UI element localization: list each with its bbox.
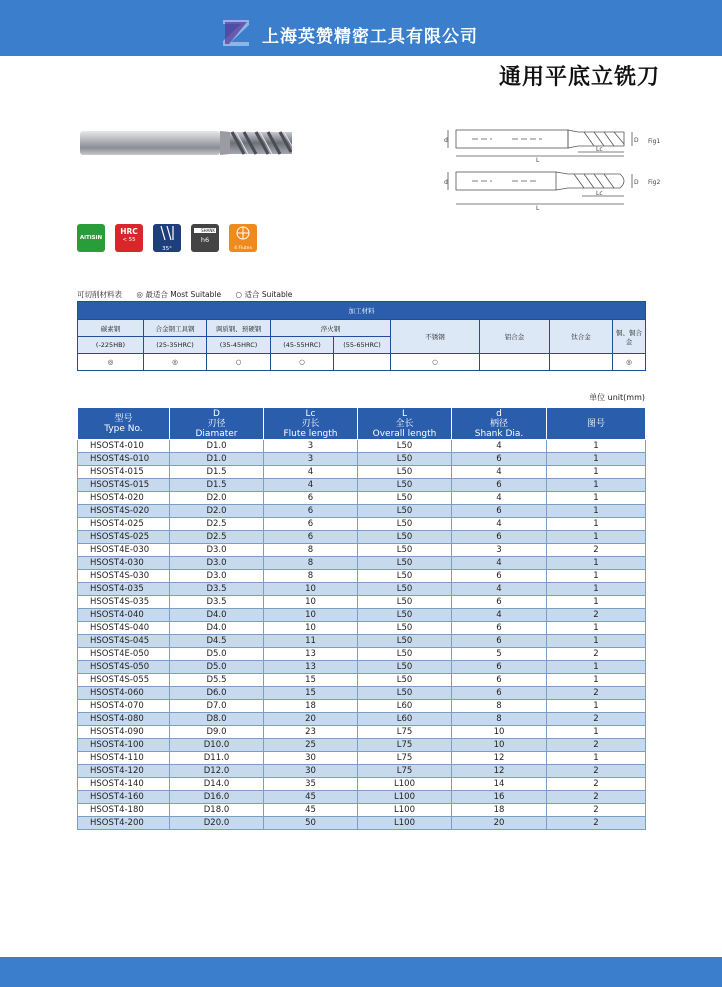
table-row	[78, 596, 646, 609]
table-row	[78, 726, 646, 739]
product-title: 通用平底立铣刀	[498, 65, 660, 90]
spec-cell: D14.0	[170, 778, 264, 791]
spec-header-cn: 刃径	[207, 418, 226, 429]
materials-table	[77, 301, 646, 371]
material-mark	[550, 354, 613, 371]
spec-cell: 1	[547, 622, 646, 635]
spec-cell: 1	[547, 518, 646, 531]
table-row	[78, 778, 646, 791]
spec-cell: D8.0	[170, 713, 264, 726]
spec-cell: 25	[264, 739, 358, 752]
material-range: (45-55HRC)	[271, 337, 334, 354]
spec-header-cn: 型号	[114, 413, 133, 424]
material-mark: ◎	[144, 354, 207, 371]
shank-tolerance: h6	[200, 236, 210, 244]
spec-cell: 4	[452, 466, 547, 479]
spec-cell: 1	[547, 531, 646, 544]
spec-cell: HSOST4E-050	[78, 648, 170, 661]
spec-cell: 1	[547, 505, 646, 518]
spec-cell: 2	[547, 765, 646, 778]
spec-cell: 1	[547, 752, 646, 765]
spec-cell: L100	[358, 817, 452, 830]
spec-cell: 1	[547, 726, 646, 739]
spec-cell: 6	[452, 505, 547, 518]
spec-header-cell	[452, 408, 547, 440]
spec-cell: HSOST4-090	[78, 726, 170, 739]
spec-header-cell	[264, 408, 358, 440]
material-mark: ○	[207, 354, 271, 371]
spec-cell: L50	[358, 505, 452, 518]
spec-cell: 13	[264, 661, 358, 674]
most-suitable-label: 最适合 Most Suitable	[145, 290, 222, 299]
end-mill-photo	[80, 128, 292, 158]
drawing-label-L2: L	[536, 205, 540, 210]
spec-cell: 45	[264, 791, 358, 804]
drawing-fig1: Fig1	[648, 138, 661, 145]
company-name: 上海英赞精密工具有限公司	[262, 27, 478, 47]
spec-cell: D6.0	[170, 687, 264, 700]
spec-cell: L75	[358, 726, 452, 739]
spec-cell: HSOST4-140	[78, 778, 170, 791]
materials-legend	[77, 289, 292, 300]
spec-cell: 2	[547, 791, 646, 804]
spec-cell: 12	[452, 752, 547, 765]
spec-cell: L50	[358, 687, 452, 700]
spec-cell: 3	[264, 440, 358, 453]
spec-cell: 6	[452, 661, 547, 674]
table-row	[78, 453, 646, 466]
table-row	[78, 609, 646, 622]
spec-cell: HSOST4S-040	[78, 622, 170, 635]
helix-angle-icon	[153, 224, 181, 252]
spec-cell: 18	[264, 700, 358, 713]
spec-cell: HSOST4-060	[78, 687, 170, 700]
material-name: 钛合金	[550, 320, 613, 354]
spec-cell: L50	[358, 635, 452, 648]
spec-cell: D20.0	[170, 817, 264, 830]
spec-cell: 6	[264, 492, 358, 505]
material-name: 合金钢工具钢	[144, 320, 207, 337]
spec-cell: 5	[452, 648, 547, 661]
spec-cell: 30	[264, 752, 358, 765]
spec-cell: 6	[452, 453, 547, 466]
spec-cell: HSOST4-010	[78, 440, 170, 453]
spec-cell: HSOST4-110	[78, 752, 170, 765]
spec-cell: 4	[452, 492, 547, 505]
spec-cell: 50	[264, 817, 358, 830]
table-row	[78, 505, 646, 518]
spec-cell: 10	[452, 726, 547, 739]
hardness-value: < 55	[122, 237, 136, 243]
spec-cell: 6	[452, 479, 547, 492]
spec-cell: HSOST4S-045	[78, 635, 170, 648]
flutes-label: 4 Flutes	[234, 246, 252, 251]
spec-cell: L100	[358, 804, 452, 817]
spec-cell: 13	[264, 648, 358, 661]
spec-cell: 1	[547, 479, 646, 492]
spec-cell: 1	[547, 635, 646, 648]
drawing-label-D2: D	[634, 179, 639, 186]
spec-cell: HSOST4-160	[78, 791, 170, 804]
spec-cell: L50	[358, 479, 452, 492]
spec-cell: L75	[358, 752, 452, 765]
table-row	[78, 739, 646, 752]
spec-cell: HSOST4S-035	[78, 596, 170, 609]
material-name: 碳素钢	[78, 320, 144, 337]
suitable-label: 适合 Suitable	[244, 290, 293, 299]
spec-cell: D1.5	[170, 466, 264, 479]
spec-cell: 10	[452, 739, 547, 752]
spec-cell: HSOST4-040	[78, 609, 170, 622]
spec-cell: L50	[358, 453, 452, 466]
spec-cell: D4.5	[170, 635, 264, 648]
table-row	[78, 518, 646, 531]
unit-label: 单位 unit(mm)	[589, 393, 645, 402]
spec-cell: L50	[358, 583, 452, 596]
spec-cell: 12	[452, 765, 547, 778]
spec-cell: D4.0	[170, 609, 264, 622]
spec-cell: HSOST4-030	[78, 557, 170, 570]
table-row	[78, 544, 646, 557]
spec-cell: L50	[358, 466, 452, 479]
spec-cell: D3.0	[170, 557, 264, 570]
spec-header-cell	[78, 408, 170, 440]
spec-cell: 3	[452, 544, 547, 557]
material-name: 铝合金	[480, 320, 550, 354]
spec-cell: HSOST4S-025	[78, 531, 170, 544]
spec-cell: 20	[452, 817, 547, 830]
spec-cell: HSOST4S-050	[78, 661, 170, 674]
spec-cell: 8	[452, 713, 547, 726]
spec-cell: HSOST4-080	[78, 713, 170, 726]
spec-cell: L75	[358, 765, 452, 778]
spec-cell: D5.0	[170, 648, 264, 661]
table-row	[78, 661, 646, 674]
table-row	[78, 752, 646, 765]
spec-header-sym: L	[401, 408, 407, 419]
spec-cell: HSOST4-120	[78, 765, 170, 778]
spec-cell: 2	[547, 687, 646, 700]
table-row	[78, 440, 646, 453]
drawing-label-d1: d	[444, 137, 448, 144]
spec-cell: 6	[452, 687, 547, 700]
spec-cell: D3.0	[170, 544, 264, 557]
spec-cell: 4	[452, 609, 547, 622]
spec-cell: 6	[264, 531, 358, 544]
drawing-fig2: Fig2	[648, 179, 661, 186]
spec-cell: 20	[264, 713, 358, 726]
spec-table	[77, 407, 646, 830]
hardness-label: HRC	[120, 227, 138, 236]
spec-cell: 10	[264, 609, 358, 622]
drawing-label-L1: L	[536, 157, 540, 164]
table-row	[78, 492, 646, 505]
spec-cell: 1	[547, 674, 646, 687]
spec-cell: 8	[264, 570, 358, 583]
spec-cell: 2	[547, 739, 646, 752]
quench-header: 淬火钢	[271, 320, 391, 337]
material-mark: ◎	[613, 354, 646, 371]
spec-cell: HSOST4-100	[78, 739, 170, 752]
spec-cell: 8	[452, 700, 547, 713]
spec-cell: D2.0	[170, 505, 264, 518]
coating-icon	[77, 224, 105, 252]
spec-cell: 23	[264, 726, 358, 739]
spec-cell: HSOST4S-020	[78, 505, 170, 518]
spec-cell: 4	[452, 518, 547, 531]
spec-cell: 4	[452, 557, 547, 570]
table-row	[78, 570, 646, 583]
helix-drawing	[153, 224, 181, 242]
spec-body	[78, 440, 646, 830]
coating-label: AlTiSiN	[79, 235, 103, 241]
spec-header-en: Diamater	[195, 428, 238, 439]
technical-drawing	[442, 124, 672, 210]
spec-cell: L50	[358, 557, 452, 570]
spec-cell: 10	[264, 583, 358, 596]
spec-cell: 35	[264, 778, 358, 791]
spec-cell: 2	[547, 544, 646, 557]
spec-cell: D18.0	[170, 804, 264, 817]
material-mark	[334, 354, 391, 371]
spec-cell: HSOST4S-010	[78, 453, 170, 466]
spec-header-sym: Lc	[305, 408, 316, 419]
footer-bar	[0, 957, 722, 987]
header-bar	[0, 0, 722, 56]
spec-cell: 2	[547, 804, 646, 817]
spec-cell: 1	[547, 453, 646, 466]
spec-cell: L50	[358, 531, 452, 544]
spec-cell: L50	[358, 570, 452, 583]
spec-cell: D3.5	[170, 596, 264, 609]
spec-cell: 30	[264, 765, 358, 778]
table-row	[78, 622, 646, 635]
spec-header-cell	[170, 408, 264, 440]
materials-group-header: 加工材料	[78, 302, 646, 320]
spec-cell: 45	[264, 804, 358, 817]
spec-header-cell	[358, 408, 452, 440]
spec-cell: 8	[264, 544, 358, 557]
spec-cell: D3.0	[170, 570, 264, 583]
spec-cell: HSOST4S-015	[78, 479, 170, 492]
shank-icon	[191, 224, 219, 252]
spec-cell: 4	[452, 440, 547, 453]
spec-cell: HSOST4-035	[78, 583, 170, 596]
spec-header-cell	[547, 408, 646, 440]
table-row	[78, 700, 646, 713]
spec-cell: 2	[547, 713, 646, 726]
spec-cell: 3	[264, 453, 358, 466]
table-row	[78, 466, 646, 479]
table-row	[78, 531, 646, 544]
spec-cell: D1.0	[170, 453, 264, 466]
spec-cell: 6	[264, 518, 358, 531]
table-row	[78, 817, 646, 830]
spec-cell: D11.0	[170, 752, 264, 765]
table-row	[78, 804, 646, 817]
table-row	[78, 648, 646, 661]
spec-cell: 18	[452, 804, 547, 817]
company-logo-icon	[221, 18, 251, 48]
material-mark: ○	[271, 354, 334, 371]
spec-cell: 6	[452, 635, 547, 648]
spec-cell: 1	[547, 492, 646, 505]
spec-header-en: Flute length	[283, 428, 338, 439]
spec-cell: 15	[264, 687, 358, 700]
spec-cell: 2	[547, 778, 646, 791]
spec-cell: 4	[264, 479, 358, 492]
spec-cell: 1	[547, 440, 646, 453]
spec-cell: HSOST4E-030	[78, 544, 170, 557]
spec-cell: 2	[547, 648, 646, 661]
spec-cell: 6	[452, 596, 547, 609]
table-row	[78, 583, 646, 596]
spec-cell: 16	[452, 791, 547, 804]
spec-cell: L50	[358, 661, 452, 674]
spec-cell: HSOST4-015	[78, 466, 170, 479]
spec-cell: L50	[358, 492, 452, 505]
spec-cell: HSOST4-025	[78, 518, 170, 531]
spec-cell: 4	[264, 466, 358, 479]
table-row	[78, 713, 646, 726]
spec-cell: 8	[264, 557, 358, 570]
spec-cell: 1	[547, 596, 646, 609]
table-row	[78, 674, 646, 687]
table-row	[78, 635, 646, 648]
spec-cell: 2	[547, 817, 646, 830]
drawing-label-D1: D	[634, 137, 639, 144]
materials-title: 可切削材料表	[77, 290, 122, 299]
spec-cell: D7.0	[170, 700, 264, 713]
material-range: (-225HB)	[78, 337, 144, 354]
spec-header-cn: 全长	[395, 418, 414, 429]
spec-cell: 1	[547, 557, 646, 570]
drawing-label-Lc1: Lc	[596, 146, 603, 153]
spec-cell: 1	[547, 466, 646, 479]
material-name: 不锈钢	[391, 320, 480, 354]
spec-cell: L50	[358, 648, 452, 661]
spec-header-cn: 刃长	[301, 418, 320, 429]
spec-header-cn: 图号	[586, 418, 605, 429]
drawing-label-Lc2: Lc	[596, 190, 603, 197]
drawing-label-d2: d	[444, 179, 448, 186]
spec-cell: L60	[358, 713, 452, 726]
spec-cell: L50	[358, 596, 452, 609]
helix-angle-label: 35°	[162, 246, 172, 252]
spec-cell: L60	[358, 700, 452, 713]
table-row	[78, 557, 646, 570]
table-row	[78, 687, 646, 700]
spec-cell: 1	[547, 570, 646, 583]
spec-cell: HSOST4-180	[78, 804, 170, 817]
spec-cell: 6	[452, 622, 547, 635]
material-mark	[480, 354, 550, 371]
spec-cell: D3.5	[170, 583, 264, 596]
spec-cell: L50	[358, 544, 452, 557]
spec-cell: 14	[452, 778, 547, 791]
spec-cell: 6	[452, 570, 547, 583]
spec-cell: HSOST4-070	[78, 700, 170, 713]
spec-cell: 1	[547, 661, 646, 674]
spec-header-en: Overall length	[372, 428, 437, 439]
spec-cell: 6	[452, 674, 547, 687]
spec-header-sym: D	[213, 408, 220, 419]
spec-cell: D1.0	[170, 440, 264, 453]
spec-cell: D4.0	[170, 622, 264, 635]
spec-cell: D2.5	[170, 518, 264, 531]
spec-cell: HSOST4S-030	[78, 570, 170, 583]
spec-cell: L50	[358, 518, 452, 531]
table-row	[78, 765, 646, 778]
spec-cell: 10	[264, 622, 358, 635]
spec-cell: D5.0	[170, 661, 264, 674]
spec-cell: D16.0	[170, 791, 264, 804]
material-name: 调质钢、预硬钢	[207, 320, 271, 337]
drawing-svg	[442, 124, 672, 210]
material-range: (55-65HRC)	[334, 337, 391, 354]
most-suitable-symbol: ◎	[136, 290, 143, 299]
spec-header-sym: d	[496, 408, 502, 419]
material-range: (35-45HRC)	[207, 337, 271, 354]
spec-cell: D2.5	[170, 531, 264, 544]
spec-cell: D10.0	[170, 739, 264, 752]
spec-cell: L50	[358, 609, 452, 622]
spec-cell: 10	[264, 596, 358, 609]
shank-label: SHANK	[194, 228, 216, 233]
spec-cell: 15	[264, 674, 358, 687]
spec-header-row	[78, 408, 646, 440]
spec-cell: L50	[358, 622, 452, 635]
flutes-drawing	[229, 224, 257, 242]
flutes-icon	[229, 224, 257, 252]
table-row	[78, 791, 646, 804]
spec-cell: L50	[358, 674, 452, 687]
spec-cell: L50	[358, 440, 452, 453]
spec-cell: 2	[547, 609, 646, 622]
spec-cell: L100	[358, 791, 452, 804]
spec-cell: 6	[452, 531, 547, 544]
spec-cell: 4	[452, 583, 547, 596]
material-range: (25-35HRC)	[144, 337, 207, 354]
spec-cell: L75	[358, 739, 452, 752]
spec-cell: 1	[547, 583, 646, 596]
suitable-symbol: ○	[235, 290, 243, 299]
spec-cell: D2.0	[170, 492, 264, 505]
spec-header-en: Type No.	[104, 423, 143, 434]
spec-cell: 6	[264, 505, 358, 518]
spec-cell: HSOST4-200	[78, 817, 170, 830]
spec-cell: 1	[547, 700, 646, 713]
material-mark: ◎	[78, 354, 144, 371]
spec-cell: D9.0	[170, 726, 264, 739]
table-row	[78, 479, 646, 492]
spec-cell: L100	[358, 778, 452, 791]
spec-cell: HSOST4S-055	[78, 674, 170, 687]
spec-header-cn: 柄径	[489, 418, 508, 429]
spec-cell: D1.5	[170, 479, 264, 492]
spec-header-en: Shank Dia.	[474, 428, 524, 439]
material-name: 铜、铜合金	[613, 320, 646, 354]
spec-cell: D5.5	[170, 674, 264, 687]
spec-cell: 11	[264, 635, 358, 648]
spec-cell: HSOST4-020	[78, 492, 170, 505]
material-mark: ○	[391, 354, 480, 371]
hardness-icon	[115, 224, 143, 252]
spec-cell: D12.0	[170, 765, 264, 778]
